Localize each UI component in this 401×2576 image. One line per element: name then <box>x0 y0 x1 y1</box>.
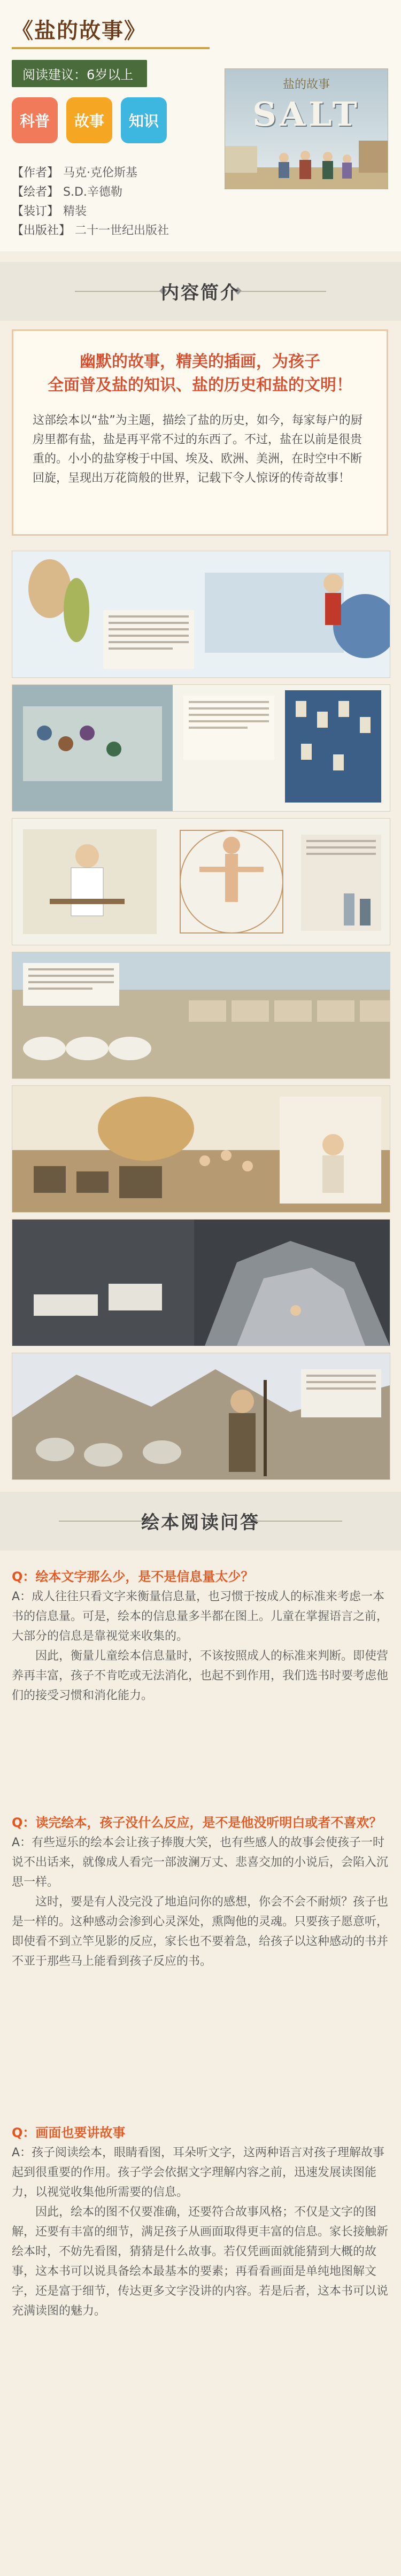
qa-answer-3-extra: 因此，绘本的图不仅要准确，还要符合故事风格；不仅是文字的图解，还要有丰富的细节，满足孩子从画面取得更丰富的信息。家长接触新绘本时，不妨先看图，猜猜是什么故事。若仅凭画面就能猜到大概的故事，这本书可以说具备绘本最基本的要素；再看看画面是单纯地图解文字，还是富于细节，传达更多文字没讲的内容。若是后者，这本书可以说充满读图的魅力。 <box>12 2205 389 2318</box>
intro-headline-1: 幽默的故事，精美的插画，为孩子 <box>80 352 320 371</box>
tag-knowledge: 知识 <box>121 97 167 143</box>
intro-headline-2: 全面普及盐的知识、盐的历史和盐的文明！ <box>48 376 352 395</box>
sample-spread-4 <box>12 952 390 1079</box>
sample-spread-2 <box>12 684 390 812</box>
sample-spread-3 <box>12 818 390 945</box>
qa-item-3 <box>12 2123 389 2321</box>
tag-story: 故事 <box>66 97 112 143</box>
sample-spread-7 <box>12 1353 390 1480</box>
age-recommendation: 阅读建议：6岁以上 <box>12 60 147 87</box>
qa-answer-2-extra: 这时，要是有人没完没了地追问你的感想，你会不会不耐烦？孩子也是一样的。这种感动会渗到心灵深处，熏陶他的灵魂。只要孩子愿意听，即使看不到立竿见影的反应，家长也不要着急，给孩子以这种感动的书并不亚于那些马上能看到孩子反应的书。 <box>12 1895 389 1968</box>
qa-section-header <box>0 1492 401 1551</box>
meta-author: 【作者】 马克·克伦斯基 <box>12 166 138 180</box>
book-cover-image <box>225 68 388 189</box>
qa-question-1: Q：绘本文字那么少，是不是信息量太少？ <box>12 1569 254 1584</box>
qa-section-title: 绘本阅读问答 <box>141 1512 260 1533</box>
intro-body: 这部绘本以“盐”为主题，描绘了盐的历史，如今，每家每户的厨房里都有盐，盐是再平常不过的东西了。不过，盐在以前是很贵重的。小小的盐穿梭于中国、埃及、欧洲、美洲，在时空中不断回旋，呈现出万花筒般的世界，记载下令人惊讶的传奇故事！ <box>33 414 363 485</box>
qa-answer-2: A：有些逗乐的绘本会让孩子捧腹大笑，也有些感人的故事会使孩子一时说不出话来，就像成人看完一部波澜万丈、悲喜交加的小说后，会陷入沉思一样。 <box>12 1836 389 1889</box>
meta-illustrator: 【绘者】 S.D.辛德勒 <box>12 186 122 199</box>
sample-spread-5 <box>12 1085 390 1213</box>
sample-spread-6 <box>12 1219 390 1346</box>
intro-section-title: 内容简介 <box>161 282 240 304</box>
book-title: 《盐的故事》 <box>12 19 146 43</box>
qa-answer-1: A：成人往往只看文字来衡量信息量，也习惯于按成人的标准来考虑一本书的信息量。可是，绘本的信息量多半都在图上。儿童在掌握语言之前，大部分的信息是靠视觉来收集的。 <box>12 1590 389 1643</box>
qa-question-3: Q：画面也要讲故事 <box>12 2125 126 2140</box>
cover-illustration <box>225 135 388 189</box>
cover-en-title: SALT <box>252 95 360 134</box>
qa-answer-1-extra: 因此，衡量儿童绘本信息量时，不该按照成人的标准来判断。即使营养再丰富，孩子不肯吃或无法消化，也起不到作用，我们选书时要考虑他们的接受习惯和消化能力。 <box>12 1649 389 1702</box>
title-underline <box>12 47 210 49</box>
qa-question-2: Q：读完绘本，孩子没什么反应，是不是他没听明白或者不喜欢？ <box>12 1815 382 1830</box>
intro-section-header <box>0 262 401 321</box>
sample-spread-1 <box>12 551 390 678</box>
qa-answer-3: A：孩子阅读绘本，眼睛看图，耳朵听文字，这两种语言对孩子理解故事起到很重要的作用。孩子学会依据文字理解内容之前，迅速发展读图能力，以视觉收集他所需要的信息。 <box>12 2146 385 2199</box>
book-header <box>0 0 401 251</box>
intro-box <box>12 329 388 536</box>
meta-binding: 【装订】 精装 <box>12 205 87 218</box>
category-tags <box>12 97 167 143</box>
cover-cn-title: 盐的故事 <box>282 78 330 91</box>
tag-science: 科普 <box>12 97 58 143</box>
meta-publisher: 【出版社】 二十一世纪出版社 <box>12 224 169 237</box>
qa-item-2 <box>12 1813 389 1971</box>
qa-item-1 <box>12 1567 389 1706</box>
book-meta <box>12 164 169 241</box>
